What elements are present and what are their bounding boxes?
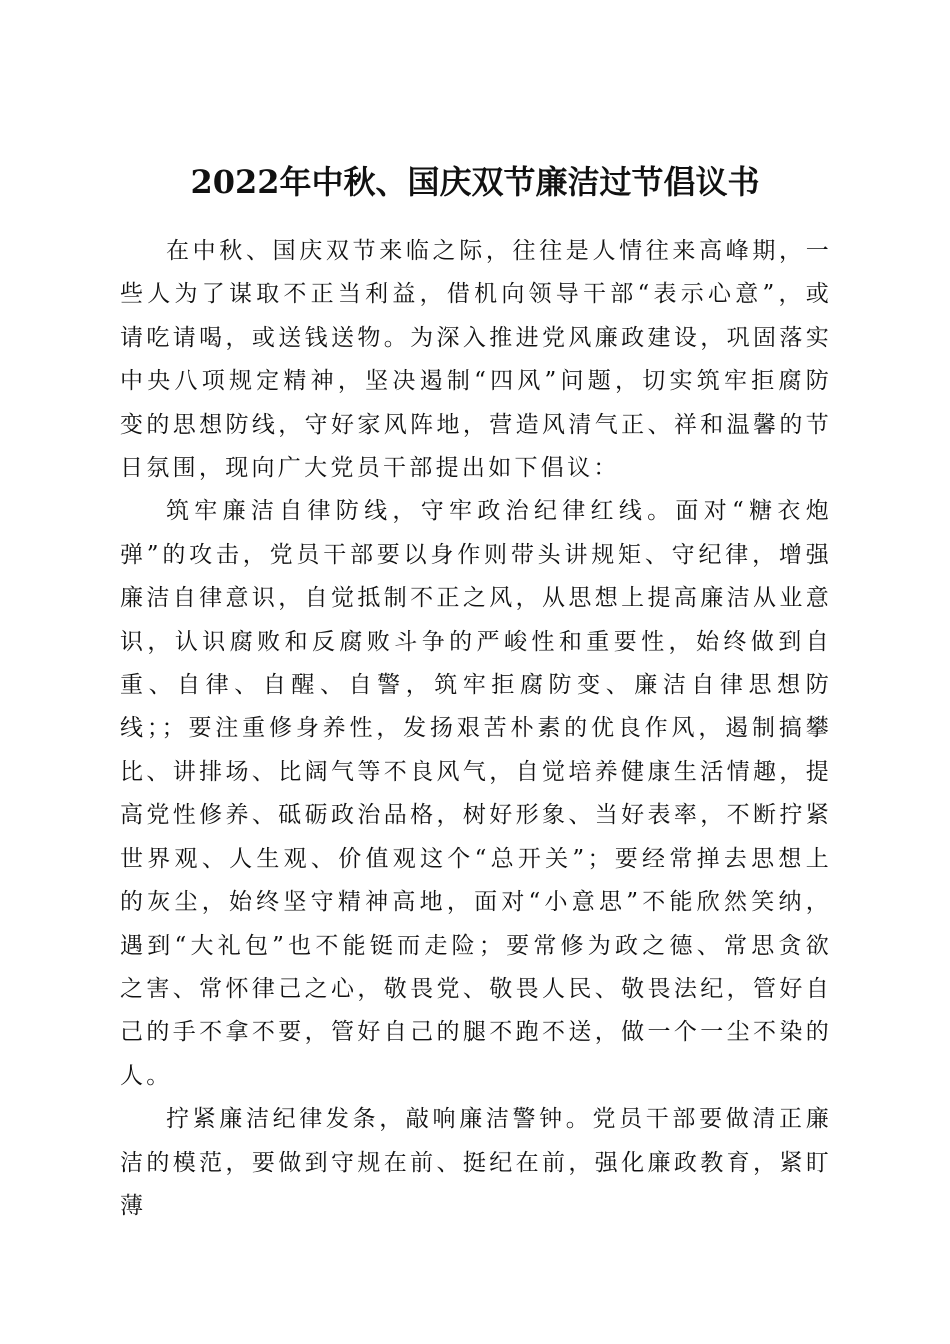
document-title: 2022年中秋、国庆双节廉洁过节倡议书 — [190, 163, 760, 202]
paragraph-intro: 在中秋、国庆双节来临之际，往往是人情往来高峰期，一些人为了谋取不正当利益，借机向领导干部“表示心意”，或请吃请喝，或送钱送物。为深入推进党风廉政建设，巩固落实中央八项规定精神，坚决遏制“四风”问题，切实筑牢拒腐防变的思想防线，守好家风阵地，营造风清气正、祥和温馨的节日氛围，现向广大党员干部提出如下倡议： — [120, 238, 832, 482]
paragraph-self-discipline: 筑牢廉洁自律防线，守牢政治纪律红线。面对“糖衣炮弹”的攻击，党员干部要以身作则带头讲规矩、守纪律，增强廉洁自律意识，自觉抵制不正之风，从思想上提高廉洁从业意识，认识腐败和反腐败斗争的严峻性和重要性，始终做到自重、自律、自醒、自警，筑牢拒腐防变、廉洁自律思想防线；；要注重修身养性，发扬艰苦朴素的优良作风，遏制搞攀比、讲排场、比阔气等不良风气，自觉培养健康生活情趣，提高党性修养、砥砺政治品格，树好形象、当好表率，不断拧紧世界观、人生观、价值观这个“总开关”；要经常掸去思想上的灰尘，始终坚守精神高地，面对“小意思”不能欣然笑纳，遇到“大礼包”也不能铤而走险；要常修为政之德、常思贪欲之害、常怀律己之心，敬畏党、敬畏人民、敬畏法纪，管好自己的手不拿不要，管好自己的腿不跑不送，做一个一尘不染的人。 — [120, 498, 832, 1089]
paragraph-discipline-alarm: 拧紧廉洁纪律发条，敲响廉洁警钟。党员干部要做清正廉洁的模范，要做到守规在前、挺纪在前，强化廉政教育，紧盯薄 — [120, 1106, 832, 1219]
document-body — [120, 230, 832, 1228]
